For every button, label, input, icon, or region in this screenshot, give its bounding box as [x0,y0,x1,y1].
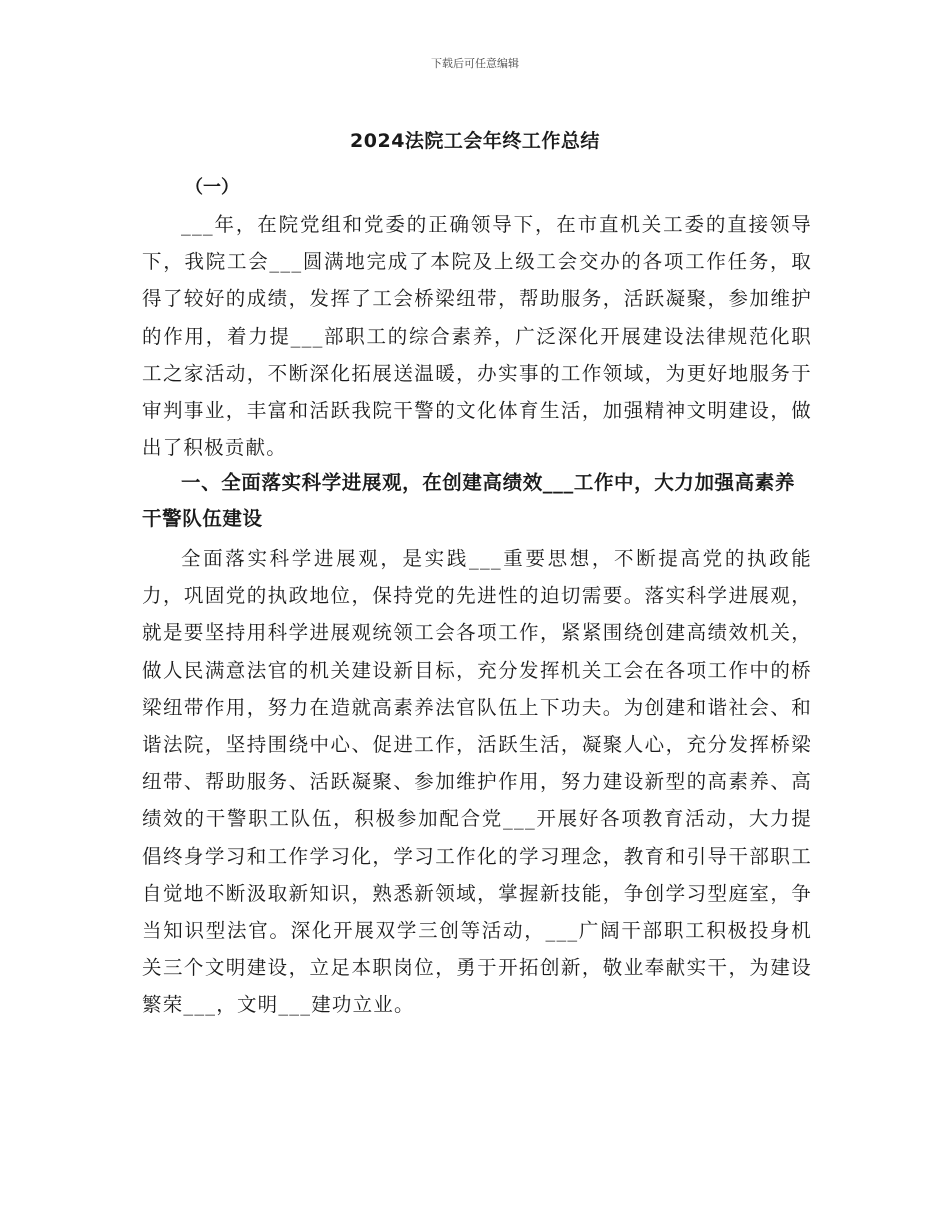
paragraph-section-1: 全面落实科学进展观，是实践___重要思想，不断提高党的执政能力，巩固党的执政地位，保持党的先进性的迫切需要。落实科学进展观，就是要坚持用科学进展观统领工会各项工作，紧紧围绕创建高绩效机关，做人民满意法官的机关建设新目标，充分发挥机关工会在各项工作中的桥梁纽带作用，努力在造就高素养法官队伍上下功夫。为创建和谐社会、和谐法院，坚持围绕中心、促进工作，活跃生活，凝聚人心，充分发挥桥梁纽带、帮助服务、活跃凝聚、参加维护作用，努力建设新型的高素养、高绩效的干警职工队伍，积极参加配合党___开展好各项教育活动，大力提倡终身学习和工作学习化，学习工作化的学习理念，教育和引导干部职工自觉地不断汲取新知识，熟悉新领域，掌握新技能，争创学习型庭室，争当知识型法官。深化开展双学三创等活动，___广阔干部职工积极投身机关三个文明建设，立足本职岗位，勇于开拓创新，敬业奉献实干，为建设繁荣___，文明___建功立业。 [142,547,812,1017]
header-note: 下载后可任意编辑 [431,57,519,70]
section-marker: （一） [185,177,239,198]
document-title: 2024法院工会年终工作总结 [350,130,600,152]
section-heading-1: 一、全面落实科学进展观，在创建高绩效___工作中，大力加强高素养干警队伍建设 [142,471,795,530]
paragraph-intro: ___年，在院党组和党委的正确领导下，在市直机关工委的直接领导下，我院工会___圆满地完成了本院及上级工会交办的各项工作任务，取得了较好的成绩，发挥了工会桥梁纽带，帮助服务，活跃凝聚，参加维护的作用，着力提___部职工的综合素养，广泛深化开展建设法律规范化职工之家活动，不断深化拓展送温暖，办实事的工作领域，为更好地服务于审判事业，丰富和活跃我院干警的文化体育生活，加强精神文明建设，做出了积极贡献。 [142,213,812,460]
